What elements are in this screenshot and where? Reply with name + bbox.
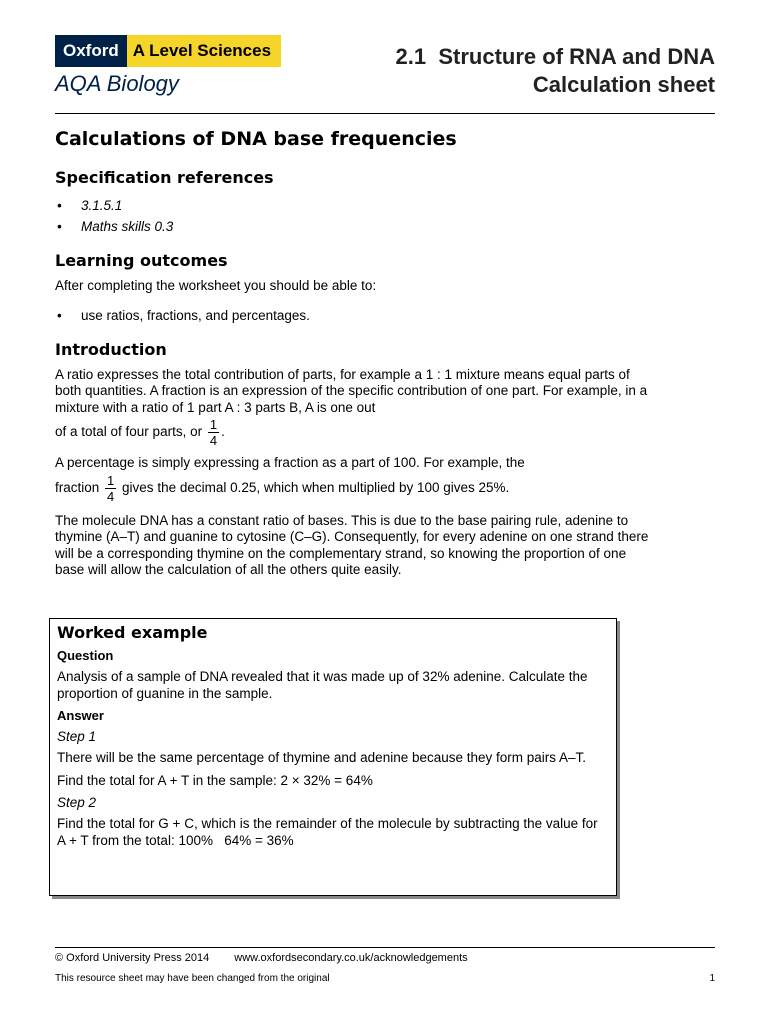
footer-divider — [55, 947, 715, 948]
footer-notice: This resource sheet may have been changed from the original — [55, 973, 330, 984]
topic-line-1: 2.1 Structure of RNA and DNA — [395, 44, 715, 69]
spec-item: • 3.1.5.1 — [55, 195, 655, 216]
question-label: Question — [57, 648, 114, 663]
brand-series: A Level Sciences — [127, 35, 281, 67]
fraction-numerator: 1 — [209, 417, 218, 432]
fraction-numerator: 1 — [107, 472, 115, 488]
page-number: 1 — [709, 973, 715, 984]
header-divider — [55, 113, 715, 114]
intro-paragraph-1-tail — [55, 418, 655, 447]
intro-p1-text: A ratio expresses the total contribution of parts, for example a 1 : 1 mixture means equal parts of both quantities. A fraction is an expression of the specific contribution of one part. For example, in a mixture with a ratio of 1 part A : 3 parts B, A is one out — [55, 366, 648, 415]
step-1-text: There will be the same percentage of thymine and adenine because they form pairs A–T. — [57, 750, 587, 765]
main-content — [55, 128, 655, 589]
worked-example-box — [49, 618, 617, 896]
intro-p1-tail: of a total of four parts, or — [55, 424, 203, 440]
worked-example-heading: Worked example — [57, 623, 208, 642]
page-header — [55, 35, 715, 115]
spec-list — [55, 195, 655, 237]
topic-line-2: Calculation sheet — [532, 72, 715, 97]
intro-p2-tail: gives the decimal 0.25, which when multiplied by 100 gives 25%. — [122, 479, 510, 495]
fraction-one-quarter — [105, 474, 116, 503]
step-2-label: Step 2 — [57, 795, 97, 810]
intro-paragraph-2: A percentage is simply expressing a fraction as a part of 100. For example, the — [55, 455, 525, 470]
footer-notice-row — [55, 973, 715, 984]
step-2-description: Find the total for G + C, which is the remainder of the molecule by subtracting the value for A + T from the total: — [57, 816, 598, 848]
step-1-label: Step 1 — [57, 729, 97, 744]
intro-paragraph-2-tail — [55, 474, 655, 503]
intro-p1-end: . — [221, 424, 225, 440]
intro-paragraph-1 — [55, 367, 655, 417]
spec-item: • Maths skills 0.3 — [55, 216, 655, 237]
learning-item: • use ratios, fractions, and percentages. — [55, 305, 655, 326]
brand-logo — [55, 35, 281, 67]
subject-title: AQA Biology — [55, 71, 179, 96]
footer-credits — [55, 952, 468, 964]
brand-oxford: Oxford — [55, 35, 127, 67]
step-2-text — [57, 816, 608, 849]
learning-list — [55, 305, 655, 326]
step-2-calculation: 100% 64% = 36% — [178, 832, 294, 848]
fraction-one-quarter — [208, 418, 219, 447]
fraction-denominator: 4 — [209, 433, 218, 448]
topic-heading — [396, 43, 715, 99]
fraction-denominator: 4 — [107, 488, 115, 504]
learning-heading: Learning outcomes — [55, 251, 228, 270]
intro-p2-lead: fraction — [55, 479, 100, 495]
footer-acknowledgements-link[interactable]: www.oxfordsecondary.co.uk/acknowledgements — [234, 952, 468, 964]
learning-intro: After completing the worksheet you should be able to: — [55, 278, 377, 293]
footer-copyright: © Oxford University Press 2014 — [55, 952, 210, 964]
spec-heading: Specification references — [55, 168, 274, 187]
document-title: Calculations of DNA base frequencies — [55, 128, 457, 150]
introduction-heading: Introduction — [55, 339, 167, 359]
step-1-calculation: Find the total for A + T in the sample: 2 × 32% = 64% — [57, 772, 373, 788]
question-text: Analysis of a sample of DNA revealed that it was made up of 32% adenine. Calculate the proportion of guanine in the sample. — [57, 669, 588, 701]
answer-label: Answer — [57, 708, 104, 723]
intro-paragraph-3: The molecule DNA has a constant ratio of bases. This is due to the base pairing rule, adenine to thymine (A–T) and guanine to cytosine (C–G). Consequently, for every adenine on one strand there will be a corresponding thymine on the complementary strand, so knowing the proportion of one base will allow the calculation of all the others quite easily. — [55, 512, 649, 577]
